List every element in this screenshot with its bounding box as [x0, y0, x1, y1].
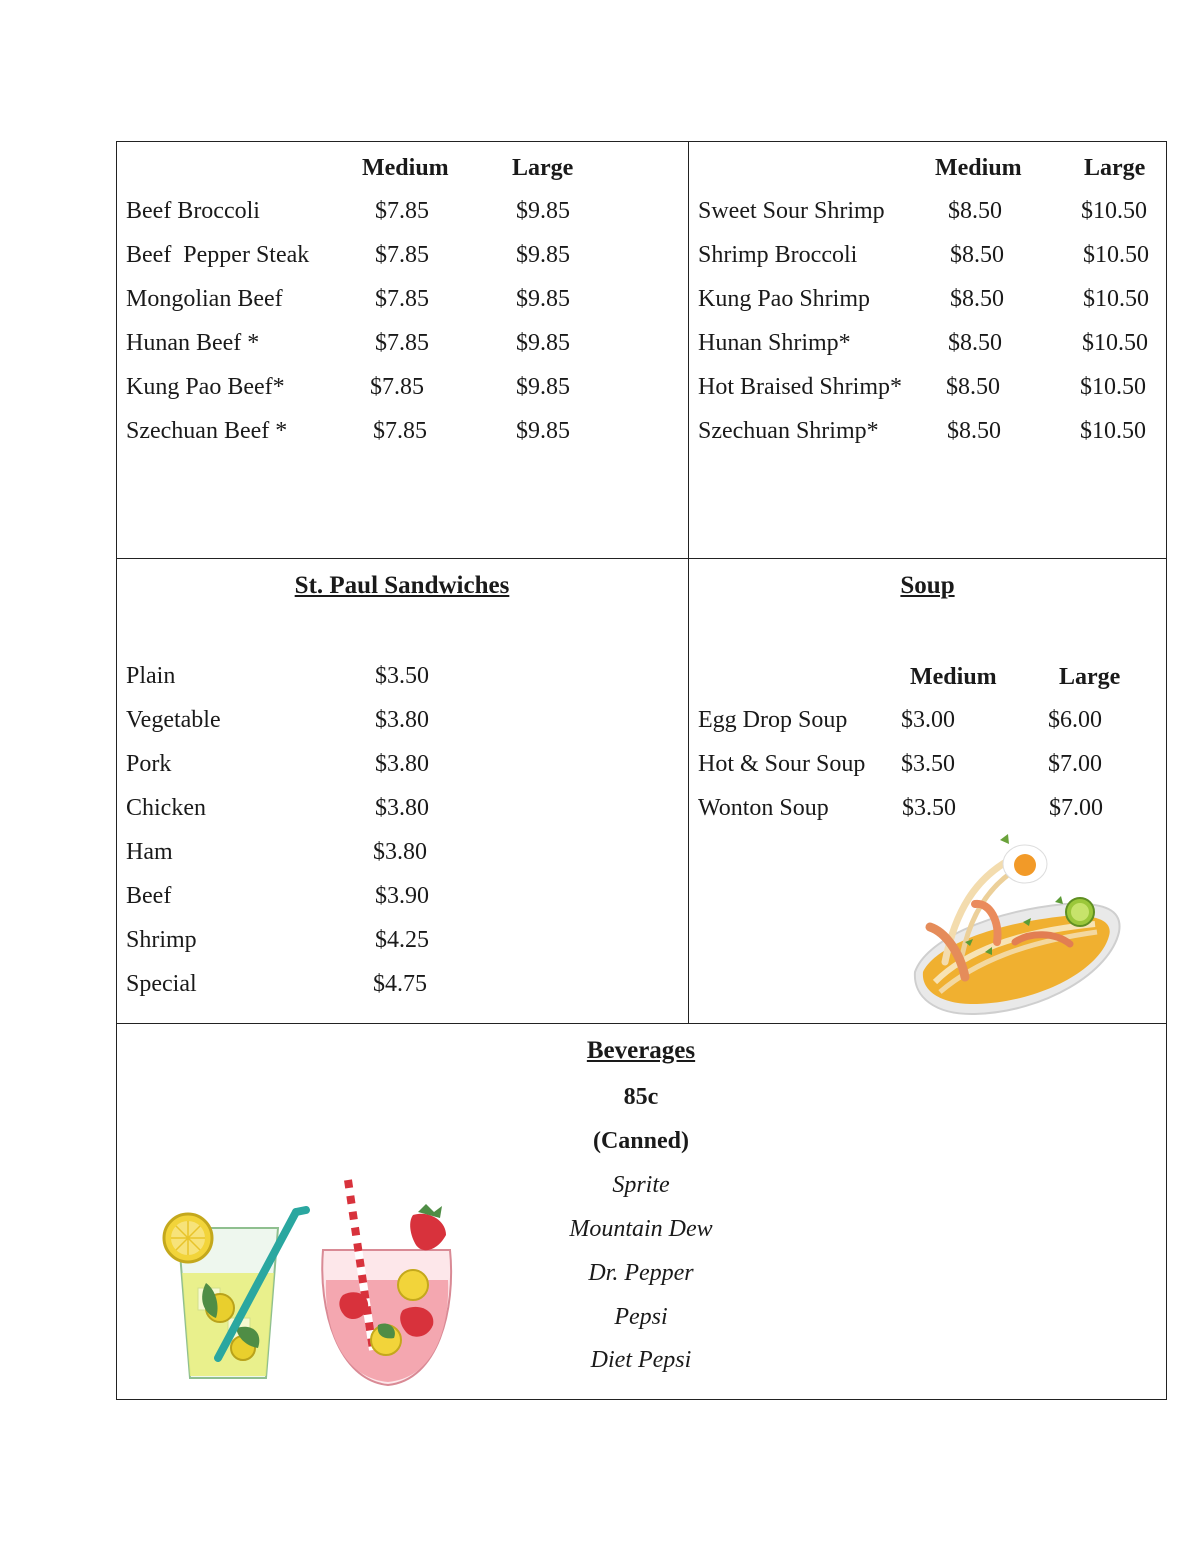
beef-item-medium: $7.85 — [375, 330, 429, 356]
soup-item-large: $6.00 — [1048, 707, 1102, 733]
beef-item-large: $9.85 — [516, 242, 570, 268]
soup-item-medium: $3.50 — [902, 795, 956, 821]
shrimp-item-name: Kung Pao Shrimp — [698, 286, 871, 312]
soup-item-name: Wonton Soup — [698, 795, 829, 821]
beverages-price: 85c — [623, 1084, 659, 1110]
shrimp-item-name: Sweet Sour Shrimp — [698, 198, 885, 224]
beef-item-name: Kung Pao Beef* — [126, 374, 285, 400]
beverage-item: Mountain Dew — [569, 1216, 713, 1242]
beef-item-name: Hunan Beef * — [126, 330, 260, 356]
beverages-title: Beverages — [586, 1037, 696, 1064]
shrimp-item-name: Hot Braised Shrimp* — [698, 374, 902, 400]
lemonade-glass-icon — [158, 1188, 308, 1388]
soup-item-name: Hot & Sour Soup — [698, 751, 866, 777]
shrimp-item-large: $10.50 — [1080, 418, 1146, 444]
beef-item-large: $9.85 — [516, 330, 570, 356]
shrimp-item-large: $10.50 — [1083, 242, 1149, 268]
shrimp-item-large: $10.50 — [1083, 286, 1149, 312]
sandwich-item-name: Plain — [126, 663, 176, 689]
beef-item-large: $9.85 — [516, 374, 570, 400]
beef-item-large: $9.85 — [516, 286, 570, 312]
shrimp-item-medium: $8.50 — [946, 374, 1000, 400]
beverage-item: Sprite — [612, 1172, 670, 1198]
beef-item-medium: $7.85 — [375, 242, 429, 268]
sandwich-item-price: $3.80 — [375, 707, 429, 733]
beef-header-large: Large — [512, 155, 574, 181]
beverage-item: Dr. Pepper — [588, 1260, 694, 1286]
shrimp-item-name: Szechuan Shrimp* — [698, 418, 879, 444]
shrimp-item-large: $10.50 — [1080, 374, 1146, 400]
shrimp-header-large: Large — [1084, 155, 1146, 181]
beef-item-medium: $7.85 — [375, 198, 429, 224]
beef-item-name: Beef Broccoli — [126, 198, 260, 224]
sandwich-item-name: Pork — [126, 751, 172, 777]
sandwich-item-price: $3.80 — [375, 795, 429, 821]
beverages-note: (Canned) — [592, 1128, 689, 1154]
sandwich-item-name: Special — [126, 971, 197, 997]
sandwich-item-price: $3.50 — [375, 663, 429, 689]
shrimp-item-name: Shrimp Broccoli — [698, 242, 858, 268]
divider-horizontal-1 — [116, 558, 1167, 559]
strawberry-drink-icon — [318, 1170, 458, 1390]
shrimp-item-medium: $8.50 — [948, 330, 1002, 356]
beef-item-medium: $7.85 — [370, 374, 424, 400]
shrimp-item-large: $10.50 — [1082, 330, 1148, 356]
soup-item-name: Egg Drop Soup — [698, 707, 848, 733]
soup-item-medium: $3.50 — [901, 751, 955, 777]
sandwich-item-name: Shrimp — [126, 927, 197, 953]
shrimp-header-medium: Medium — [935, 155, 1022, 181]
shrimp-item-medium: $8.50 — [948, 198, 1002, 224]
sandwich-item-price: $3.80 — [375, 751, 429, 777]
soup-item-medium: $3.00 — [901, 707, 955, 733]
shrimp-item-medium: $8.50 — [947, 418, 1001, 444]
sandwich-item-name: Vegetable — [126, 707, 221, 733]
sandwich-item-price: $3.80 — [373, 839, 427, 865]
sandwich-item-name: Ham — [126, 839, 173, 865]
beverage-item: Pepsi — [614, 1304, 668, 1330]
sandwich-item-name: Beef — [126, 883, 172, 909]
sandwiches-title: St. Paul Sandwiches — [294, 572, 510, 599]
sandwich-item-price: $4.25 — [375, 927, 429, 953]
beef-item-medium: $7.85 — [375, 286, 429, 312]
beef-item-name: Beef Pepper Steak — [126, 242, 310, 268]
beef-header-medium: Medium — [362, 155, 449, 181]
beef-item-large: $9.85 — [516, 418, 570, 444]
shrimp-item-large: $10.50 — [1081, 198, 1147, 224]
soup-header-large: Large — [1059, 664, 1121, 690]
beverage-item: Diet Pepsi — [590, 1347, 692, 1373]
beef-item-medium: $7.85 — [373, 418, 427, 444]
soup-item-large: $7.00 — [1049, 795, 1103, 821]
soup-item-large: $7.00 — [1048, 751, 1102, 777]
beef-item-large: $9.85 — [516, 198, 570, 224]
divider-horizontal-2 — [116, 1023, 1167, 1024]
shrimp-item-name: Hunan Shrimp* — [698, 330, 851, 356]
shrimp-item-medium: $8.50 — [950, 286, 1004, 312]
beef-item-name: Szechuan Beef * — [126, 418, 288, 444]
soup-header-medium: Medium — [910, 664, 997, 690]
soup-title: Soup — [900, 572, 955, 599]
sandwich-item-price: $4.75 — [373, 971, 427, 997]
sandwich-item-name: Chicken — [126, 795, 206, 821]
sandwich-item-price: $3.90 — [375, 883, 429, 909]
noodle-bowl-icon — [905, 832, 1125, 1022]
shrimp-item-medium: $8.50 — [950, 242, 1004, 268]
beef-item-name: Mongolian Beef — [126, 286, 283, 312]
